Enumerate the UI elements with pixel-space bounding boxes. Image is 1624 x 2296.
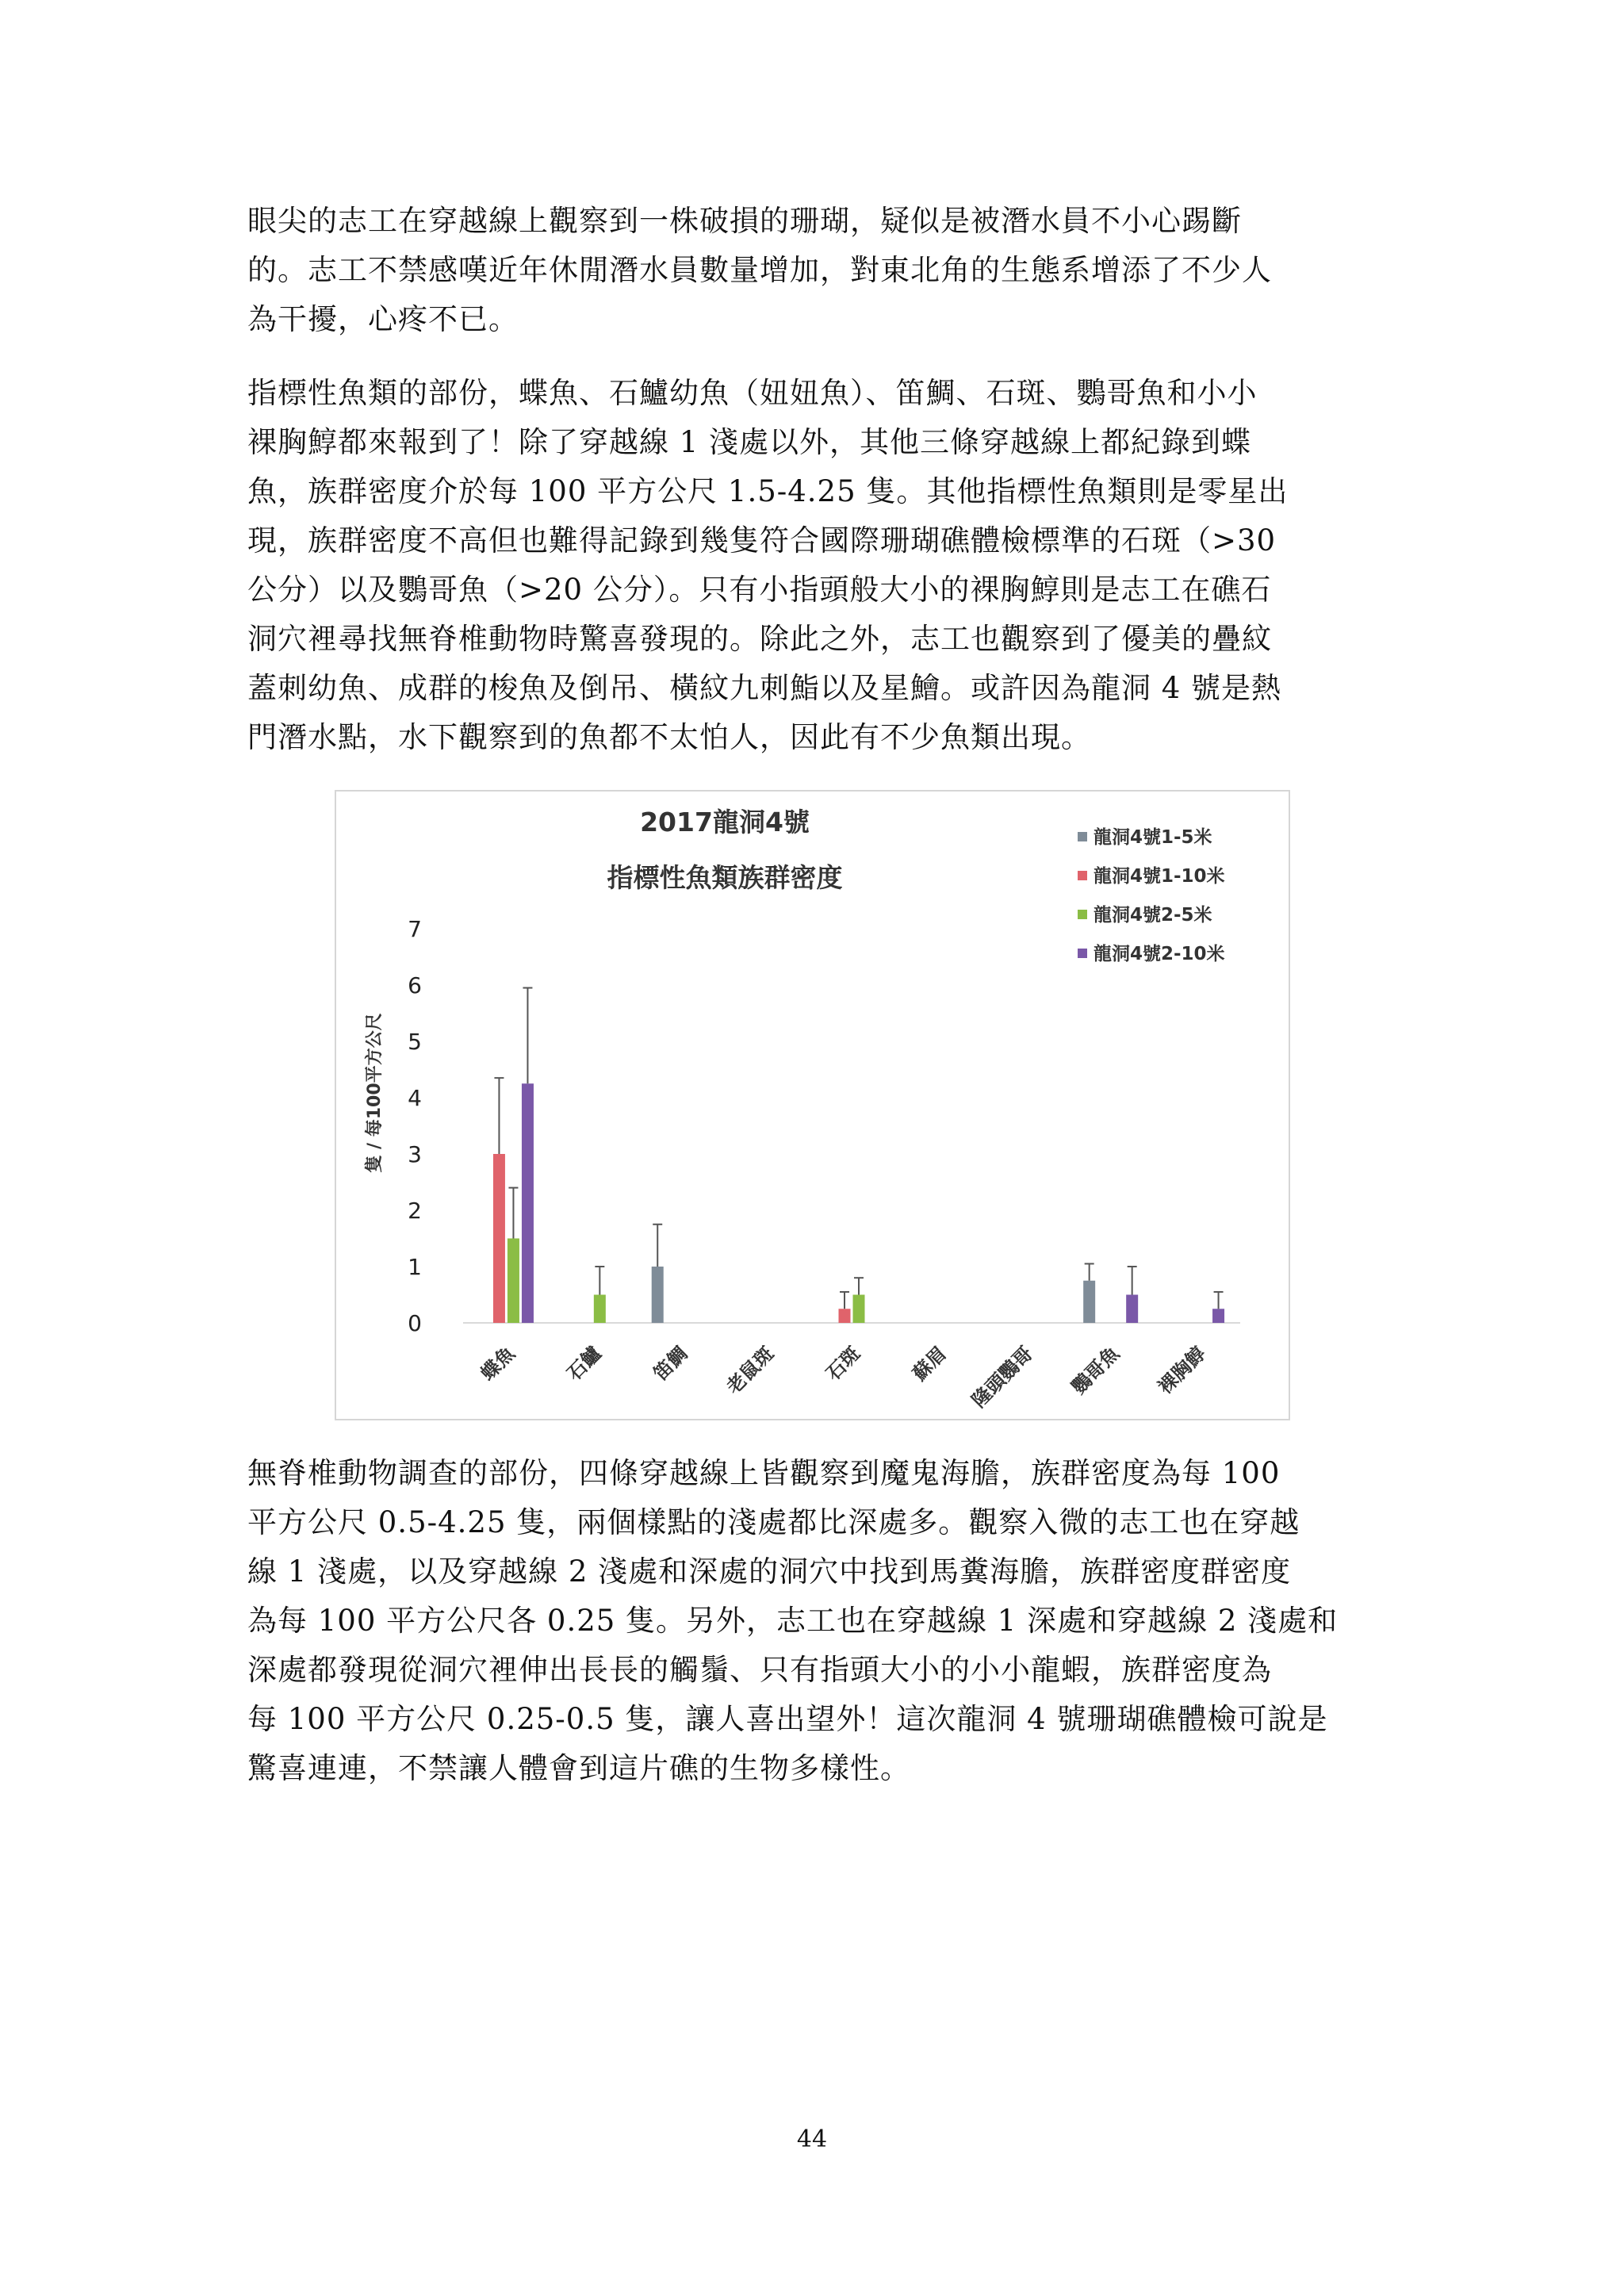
- bar: [594, 1295, 606, 1324]
- x-category-label: 笛鯛: [649, 1342, 692, 1386]
- bar: [522, 1083, 534, 1323]
- y-tick-label: 1: [408, 1254, 422, 1280]
- y-tick-label: 7: [408, 916, 422, 942]
- bar: [493, 1154, 505, 1323]
- x-category-label: 老鼠斑: [722, 1342, 779, 1399]
- y-tick-label: 3: [408, 1141, 422, 1167]
- y-axis-ticks: [408, 916, 422, 1336]
- bar: [839, 1309, 851, 1323]
- paragraph-coral-damage: 眼尖的志工在穿越線上觀察到一株破損的珊瑚，疑似是被潛水員不小心踢斷 的。志工不禁感嘆近年休閒潛水員數量增加，對東北角的生態系增添了不少人 為干擾，心疼不已。: [247, 204, 1272, 336]
- legend-label: 龍洞4號1-10米: [1094, 866, 1225, 887]
- legend-swatch: [1078, 871, 1087, 880]
- x-category-label: 石鱸: [562, 1342, 606, 1386]
- chart-legend: [1078, 826, 1225, 964]
- legend-swatch: [1078, 832, 1087, 841]
- y-tick-label: 5: [408, 1029, 422, 1055]
- chart-canvas: [336, 792, 1289, 1419]
- x-category-label: 裸胸鯙: [1154, 1342, 1210, 1399]
- bar: [1083, 1281, 1095, 1323]
- chart-bars: [493, 988, 1224, 1323]
- legend-label: 龍洞4號1-5米: [1094, 827, 1212, 848]
- y-tick-label: 0: [408, 1310, 422, 1336]
- fish-density-chart: [335, 790, 1290, 1420]
- legend-label: 龍洞4號2-5米: [1094, 905, 1212, 926]
- x-category-label: 鸚哥魚: [1067, 1342, 1124, 1399]
- y-tick-label: 6: [408, 972, 422, 999]
- chart-subtitle: 指標性魚類族群密度: [607, 862, 843, 893]
- chart-title: 2017龍洞4號: [640, 807, 810, 838]
- bar: [853, 1295, 865, 1324]
- bar: [508, 1239, 519, 1324]
- x-category-label: 隆頭鸚哥: [967, 1342, 1038, 1412]
- y-axis-label: 隻 / 每100平方公尺: [365, 1013, 385, 1173]
- bar: [1212, 1309, 1224, 1323]
- bar: [652, 1267, 664, 1323]
- x-category-label: 石斑: [822, 1342, 865, 1386]
- bar: [1126, 1295, 1138, 1324]
- page-number: 44: [796, 2125, 828, 2153]
- legend-label: 龍洞4號2-10米: [1094, 944, 1225, 964]
- x-category-label: 蘇眉: [908, 1342, 952, 1386]
- paragraph-invertebrates: 無脊椎動物調查的部份，四條穿越線上皆觀察到魔鬼海膽，族群密度為每 100 平方公尺 0.5-4.25 隻，兩個樣點的淺處都比深處多。觀察入微的志工也在穿越 線 1 淺處，以及穿越線 2 淺處和深處的洞穴中找到馬糞海膽，族群密度群密度 為每 100 平方公尺各 0.25 隻。另外，志工也在穿越線 1 深處和穿越線 2 淺處和 深處都發現從洞穴裡伸出長長的觸鬚、只有指頭大小的小小龍蝦，族群密度為 每 100 平方公尺 0.25-0.5 隻，讓人喜出望外！這次龍洞 4 號珊瑚礁體檢可說是 驚喜連連，不禁讓人體會到這片礁的生物多樣性。: [247, 1456, 1339, 1785]
- y-tick-label: 2: [408, 1198, 422, 1224]
- y-tick-label: 4: [408, 1085, 422, 1111]
- x-category-label: 蝶魚: [476, 1342, 519, 1386]
- x-axis-categories: [477, 1342, 1210, 1412]
- paragraph-indicator-fish: 指標性魚類的部份，蝶魚、石鱸幼魚（妞妞魚）、笛鯛、石斑、鸚哥魚和小小 裸胸鯙都來報到了！除了穿越線 1 淺處以外，其他三條穿越線上都紀錄到蝶 魚，族群密度介於每 100 平方公尺 1.5-4.25 隻。其他指標性魚類則是零星出 現，族群密度不高但也難得記錄到幾隻符合國際珊瑚礁體檢標準的石斑（>30 公分）以及鸚哥魚（>20 公分）。只有小指頭般大小的裸胸鯙則是志工在礁石 洞穴裡尋找無脊椎動物時驚喜發現的。除此之外，志工也觀察到了優美的疊紋 蓋刺幼魚、成群的梭魚及倒吊、橫紋九刺鮨以及星鱠。或許因為龍洞 4 號是熱 門潛水點，水下觀察到的魚都不太怕人，因此有不少魚類出現。: [247, 376, 1289, 754]
- legend-swatch: [1078, 910, 1087, 919]
- legend-swatch: [1078, 949, 1087, 958]
